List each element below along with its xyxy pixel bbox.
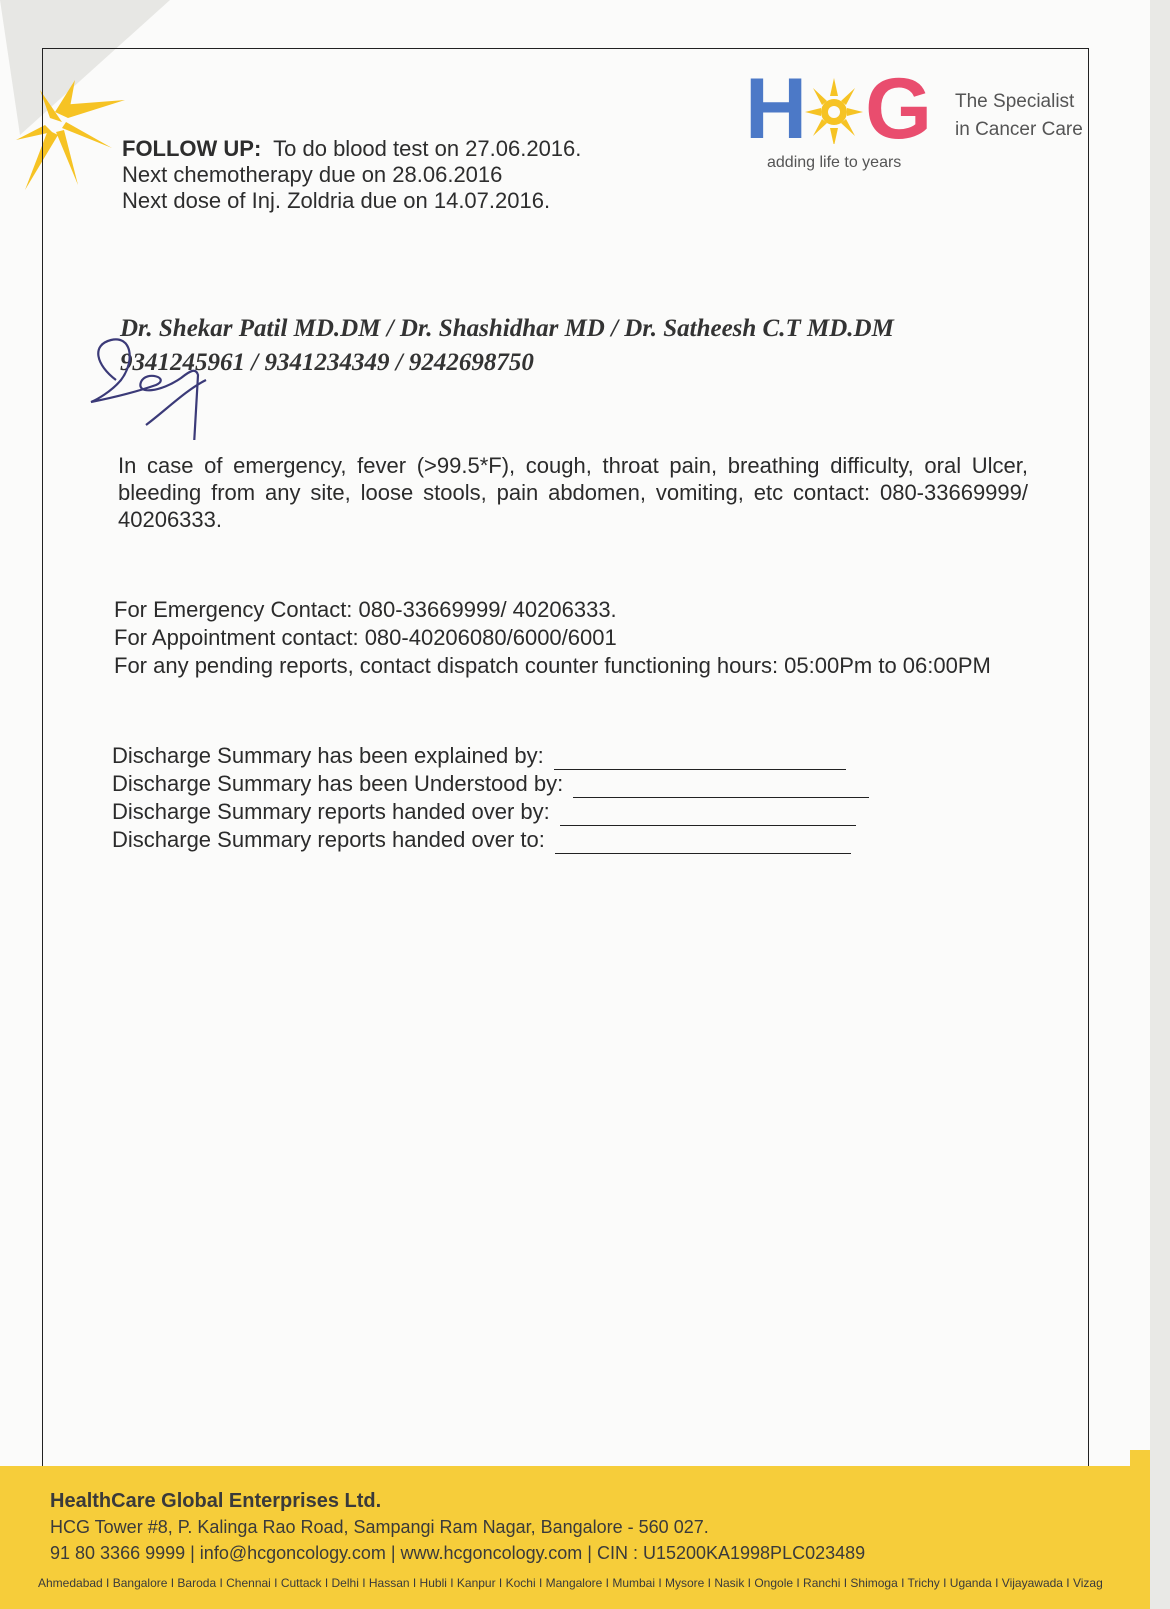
handed-over-to-label: Discharge Summary reports handed over to:	[112, 827, 545, 852]
logo-letter-g: G	[865, 61, 929, 157]
specialist-tagline	[955, 88, 1083, 144]
understood-by-blank	[573, 777, 869, 798]
logo-letter-h: H	[745, 61, 804, 157]
appointment-contact: For Appointment contact: 080-40206080/6000/6001	[114, 625, 617, 650]
doctor-phones: 9341245961 / 9341234349 / 9242698750	[120, 349, 534, 376]
emergency-contact: For Emergency Contact: 080-33669999/ 40206333.	[114, 597, 617, 622]
contacts-section	[114, 596, 1026, 680]
emergency-instructions: In case of emergency, fever (>99.5*F), cough, throat pain, breathing difficulty, oral Ulcer, bleeding from any site, loose stools, pain abdomen, vomiting, etc contact: 080-33669999/ 40206333.	[118, 453, 1028, 532]
specialist-line-2: in Cancer Care	[955, 119, 1083, 140]
doctors-section	[120, 312, 894, 380]
hcg-logo	[745, 61, 1105, 186]
discharge-summary-section	[112, 742, 869, 854]
city-list: Ahmedabad I Bangalore I Baroda I Chennai I Cuttack I Delhi I Hassan I Hubli I Kanpur I Kochi I Mangalore I Mumbai I Mysore I Nasik I Ongole I Ranchi I Shimoga I Trichy I Uganda I Vijayawada I Vizag	[38, 1576, 1103, 1590]
follow-up-line-3: Next dose of Inj. Zoldria due on 14.07.2016.	[122, 188, 551, 213]
doctor-names: Dr. Shekar Patil MD.DM / Dr. Shashidhar MD / Dr. Satheesh C.T MD.DM	[120, 315, 894, 342]
pending-reports-contact: For any pending reports, contact dispatch counter functioning hours: 05:00Pm to 06:00PM	[114, 653, 991, 678]
company-name: HealthCare Global Enterprises Ltd.	[50, 1490, 382, 1512]
follow-up-section	[122, 136, 581, 214]
handed-over-by-label: Discharge Summary reports handed over by:	[112, 799, 550, 824]
handwritten-signature	[86, 330, 226, 440]
follow-up-label: FOLLOW UP:	[122, 136, 262, 161]
understood-by-label: Discharge Summary has been Understood by:	[112, 771, 564, 796]
logo-tagline: adding life to years	[767, 154, 902, 171]
logo-sun-icon	[805, 72, 863, 142]
specialist-line-1: The Specialist	[955, 91, 1075, 112]
company-contact: 91 80 3366 9999 | info@hcgoncology.com | www.hcgoncology.com | CIN : U15200KA1998PLC023489	[50, 1543, 866, 1563]
handed-over-to-blank	[555, 833, 851, 854]
handed-over-by-blank	[560, 805, 856, 826]
page-edge	[1150, 0, 1170, 1609]
explained-by-blank	[554, 749, 846, 770]
explained-by-label: Discharge Summary has been explained by:	[112, 743, 544, 768]
follow-up-line-1: To do blood test on 27.06.2016.	[273, 136, 582, 161]
footer-band	[0, 1466, 1150, 1609]
follow-up-line-2: Next chemotherapy due on 28.06.2016	[122, 162, 503, 187]
footer-edge	[1130, 1450, 1150, 1609]
company-address: HCG Tower #8, P. Kalinga Rao Road, Sampangi Ram Nagar, Bangalore - 560 027.	[50, 1517, 709, 1537]
